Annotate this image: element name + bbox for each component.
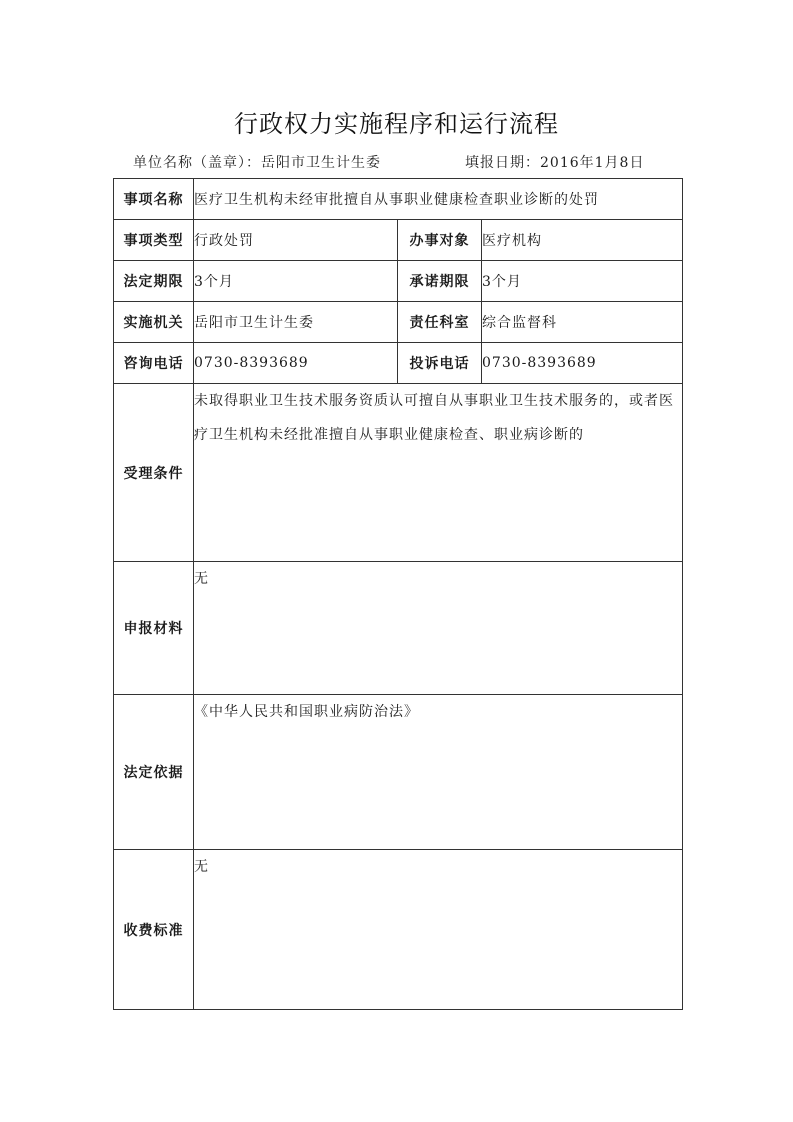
department-label: 责任科室 (398, 302, 482, 343)
legal-period-value: 3个月 (194, 261, 398, 302)
target-value: 医疗机构 (482, 220, 683, 261)
row-item-name (114, 179, 683, 220)
inquiry-phone-label: 咨询电话 (114, 343, 194, 384)
inquiry-phone-value: 0730-8393689 (194, 343, 398, 384)
target-label: 办事对象 (398, 220, 482, 261)
complaint-phone-label: 投诉电话 (398, 343, 482, 384)
legal-basis-value: 《中华人民共和国职业病防治法》 (194, 695, 683, 850)
power-procedure-table (113, 178, 683, 1010)
item-name-value: 医疗卫生机构未经审批擅自从事职业健康检查职业诊断的处罚 (194, 179, 683, 220)
unit-name: 单位名称（盖章）：岳阳市卫生计生委 (133, 155, 381, 171)
promised-period-label: 承诺期限 (398, 261, 482, 302)
agency-value: 岳阳市卫生计生委 (194, 302, 398, 343)
row-phone (114, 343, 683, 384)
meta-row (0, 152, 793, 172)
row-agency (114, 302, 683, 343)
legal-basis-label: 法定依据 (114, 695, 194, 850)
item-type-label: 事项类型 (114, 220, 194, 261)
legal-period-label: 法定期限 (114, 261, 194, 302)
fee-standard-value: 无 (194, 850, 683, 1010)
agency-label: 实施机关 (114, 302, 194, 343)
row-materials (114, 562, 683, 695)
complaint-phone-value: 0730-8393689 (482, 343, 683, 384)
row-item-type (114, 220, 683, 261)
department-value: 综合监督科 (482, 302, 683, 343)
item-type-value: 行政处罚 (194, 220, 398, 261)
row-fee-standard (114, 850, 683, 1010)
materials-label: 申报材料 (114, 562, 194, 695)
conditions-value: 未取得职业卫生技术服务资质认可擅自从事职业卫生技术服务的，或者医疗卫生机构未经批准擅自从事职业健康检查、职业病诊断的 (194, 384, 683, 562)
row-period (114, 261, 683, 302)
materials-value: 无 (194, 562, 683, 695)
document-title: 行政权力实施程序和运行流程 (234, 110, 559, 138)
promised-period-value: 3个月 (482, 261, 683, 302)
conditions-label: 受理条件 (114, 384, 194, 562)
item-name-label: 事项名称 (114, 179, 194, 220)
row-conditions (114, 384, 683, 562)
fill-date: 填报日期：2016年1月8日 (465, 155, 645, 171)
fee-standard-label: 收费标准 (114, 850, 194, 1010)
row-legal-basis (114, 695, 683, 850)
